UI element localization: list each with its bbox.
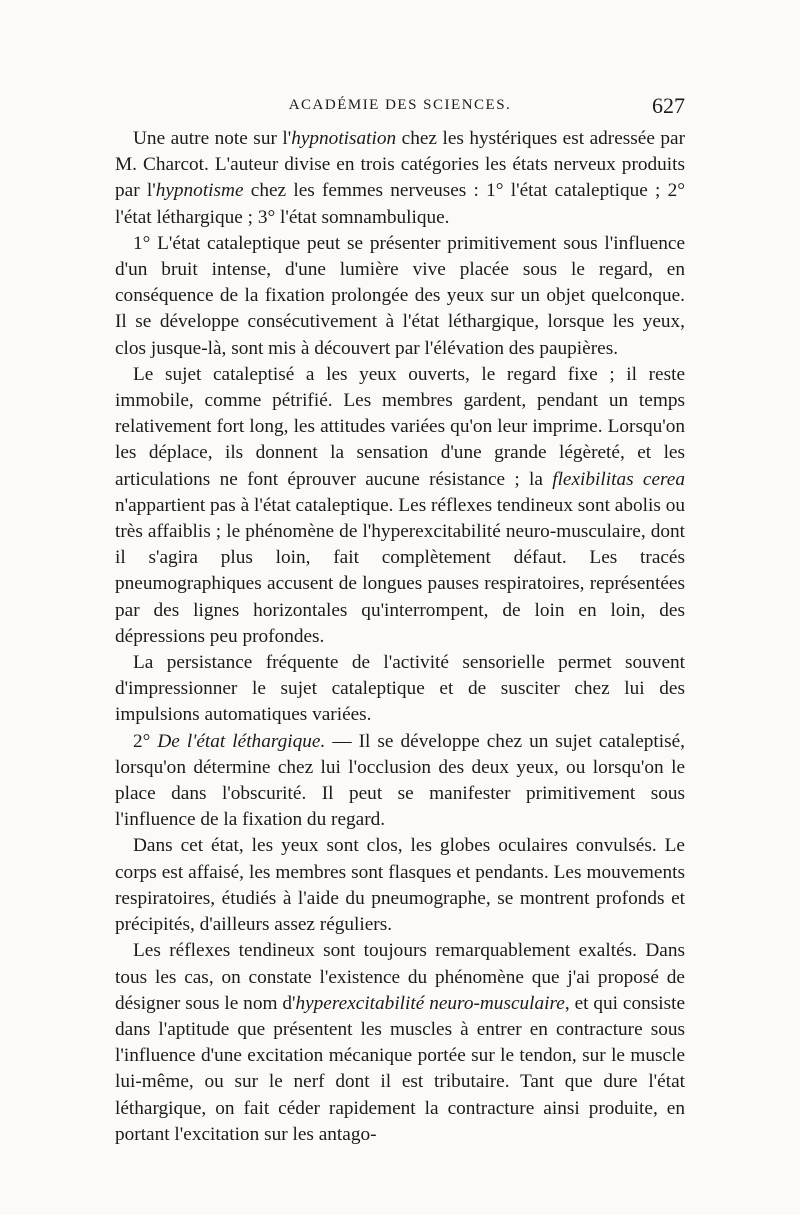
p1-text-3: chez les femmes nerveuses : 1° l'état cataleptique ; 2° l'état léthargique ; 3° l'état somnambulique. — [115, 180, 685, 228]
p7-text-1: Les réflexes tendineux sont toujours remarquablement exaltés. Dans tous les cas, on constate l'existence du phénomène que j'ai proposé de désigner sous le nom d' — [115, 940, 685, 1014]
paragraph-4: La persistance fréquente de l'activité sensorielle permet souvent d'impressionner le sujet cataleptique et de susciter chez lui des impulsions automatiques variées. — [115, 652, 685, 726]
body-text — [115, 126, 685, 1148]
p5-text-1: 2° — [133, 730, 158, 752]
p1-text-1: Une autre note sur l' — [133, 128, 292, 149]
paragraph-7 — [115, 938, 685, 1148]
p3-italic-1: flexibilitas cerea — [552, 468, 686, 490]
p3-text-2: n'appartient pas à l'état cataleptique. Les réflexes tendineux sont abolis ou très affaiblis ; le phénomène de l'hyperexcitabilité neuro-musculaire, dont il s'agira plus loin, fait complètement défaut. Les tracés pneumographiques accusent de longues pauses respiratoires, représentées par des lignes horizontales qu'interrompent, de loin en loin, des dépressions peu profondes. — [115, 494, 685, 647]
p5-italic-1: De l'état léthargique. — [157, 730, 326, 752]
p5-text-2: — Il se développe chez un sujet cataleptisé, lorsqu'on détermine chez lui l'occlusion des deux yeux, ou lorsqu'on le place dans l'obscurité. Il peut se manifester primitivement sous l'influence de la fixation du regard. — [115, 730, 685, 831]
p7-text-2: , et qui consiste dans l'aptitude que présentent les muscles à entrer en contracture sous l'influence d'une excitation mécanique portée sur le tendon, sur le muscle lui-même, ou sur le nerf dont il est tributaire. Tant que dure l'état léthargique, on fait céder rapidement la contracture ainsi produite, en portant l'excitation sur les antago- — [115, 992, 686, 1145]
paragraph-5 — [115, 729, 685, 834]
paragraph-6: Dans cet état, les yeux sont clos, les globes oculaires convulsés. Le corps est affaisé, les membres sont flasques et pendants. Les mouvements respiratoires, étudiés à l'aide du pneumographe, se montrent profonds et précipités, d'ailleurs assez réguliers. — [115, 835, 685, 936]
page-number: 627 — [652, 93, 685, 118]
p3-text-1: Le sujet cataleptisé a les yeux ouverts, le regard fixe ; il reste immobile, comme pétrifié. Les membres gardent, pendant un temps relativement fort long, les attitudes variées qu'on leur imprime. Lorsqu'on les déplace, ils donnent la sensation d'une grande légèreté, et les articulations ne font éprouver aucune résistance ; la — [115, 363, 685, 490]
paragraph-2: 1° L'état cataleptique peut se présenter primitivement sous l'influence d'un bruit intense, d'une lumière vive placée sous le regard, en conséquence de la fixation prolongée des yeux sur un objet quelconque. Il se développe consécutivement à l'état léthargique, lorsque les yeux, clos jusque-là, sont mis à découvert par l'élévation des paupières. — [115, 232, 685, 359]
p1-italic-2: hypnotisme — [155, 180, 244, 202]
running-head — [115, 93, 685, 123]
running-head-title: ACADÉMIE DES SCIENCES. — [288, 97, 512, 113]
p7-italic-1: hyperexcitabilité neuro-musculaire — [295, 992, 565, 1014]
p1-text-2: chez les hystériques est adressée par M. Charcot. L'auteur divise en trois catégories les états nerveux produits par l' — [115, 128, 685, 202]
paragraph-3 — [115, 362, 685, 650]
p1-italic-1: hypnotisation — [291, 128, 397, 149]
paragraph-1 — [115, 126, 685, 231]
